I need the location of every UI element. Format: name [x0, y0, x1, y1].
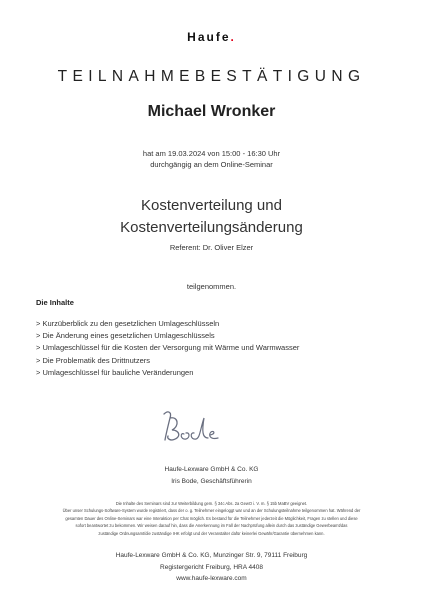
issuer-company: Haufe-Lexware GmbH & Co. KG: [164, 466, 259, 473]
contents-heading: Die Inhalte: [36, 298, 74, 307]
issuer-signatory: Iris Bode, Geschäftsführerin: [171, 478, 252, 485]
recipient-name: Michael Wronker: [147, 103, 276, 120]
contents-item: > Die Problematik des Drittnutzers: [36, 355, 151, 365]
issuer-block: [0, 464, 423, 488]
referent: Referent: Dr. Oliver Elzer: [169, 243, 254, 252]
legal-note-line: zuständige Ordnungsamt/die zuständige IHK erfolgt und der Veranstalter dafür keinerlei Gewähr/Garantie übernehmen kann.: [98, 530, 325, 536]
participated-text: teilgenommen.: [186, 282, 237, 291]
footer-address: Haufe-Lexware GmbH & Co. KG, Munzinger Str. 9, 79111 Freiburg: [115, 552, 308, 559]
signature-image: [150, 404, 270, 444]
footer-website[interactable]: www.haufe-lexware.com: [176, 575, 247, 582]
contents-item: > Kurzüberblick zu den gesetzlichen Umlageschlüsseln: [36, 319, 220, 328]
contents-item: > Umlageschlüssel für die Kosten der Versorgung mit Wärme und Warmwasser: [36, 343, 300, 353]
attendance-info: [0, 148, 423, 170]
haufe-logo: [0, 30, 423, 44]
course-title-line-2: Kostenverteilungsänderung: [120, 219, 303, 236]
course-title: [0, 195, 423, 239]
logo-dot: .: [230, 30, 236, 44]
legal-note-line: gesamten Dauer des Online-Seminars war eine Interaktion per Chat möglich. Es bestand für die Teilnehmer jederzeit die Möglichkeit, Fragen zu stellen und diese: [65, 515, 358, 521]
footer: [0, 550, 423, 585]
contents-list: [36, 318, 299, 379]
footer-register: Registergericht Freiburg, HRA 4408: [160, 563, 263, 571]
document-title: TEILNAHMEBESTÄTIGUNG: [57, 68, 366, 85]
date-line: hat am 19.03.2024 von 15:00 - 16:30 Uhr: [142, 149, 281, 158]
contents-item: > Die Änderung eines gesetzlichen Umlageschlüssels: [36, 331, 215, 341]
format-line: durchgängig an dem Online-Seminar: [150, 160, 273, 169]
legal-note-line: Über unser Schulungs-Software-System wurde registriert, dass der o. g. Teilnehmer eingeloggt war und an der Schulungsteilnahme teilgenommen hat. Während der: [62, 508, 361, 514]
course-title-line-1: Kostenverteilung und: [141, 197, 282, 214]
legal-note-line: Die Inhalte des Seminars sind zur Weiterbildung gem. § 34c Abs. 2a GewO i. V. m. § 15b MaBV geeignet.: [115, 501, 308, 506]
legal-note: [0, 500, 423, 537]
logo-text: Haufe: [187, 30, 231, 44]
contents-item: > Umlageschlüssel für bauliche Veränderungen: [36, 367, 194, 377]
legal-note-line: sofort beantwortet zu bekommen. Wir weisen darauf hin, dass die Anerkennung im Fall der Nachprüfung allein durch das zuständige Gewerbeamt/das: [75, 523, 348, 529]
